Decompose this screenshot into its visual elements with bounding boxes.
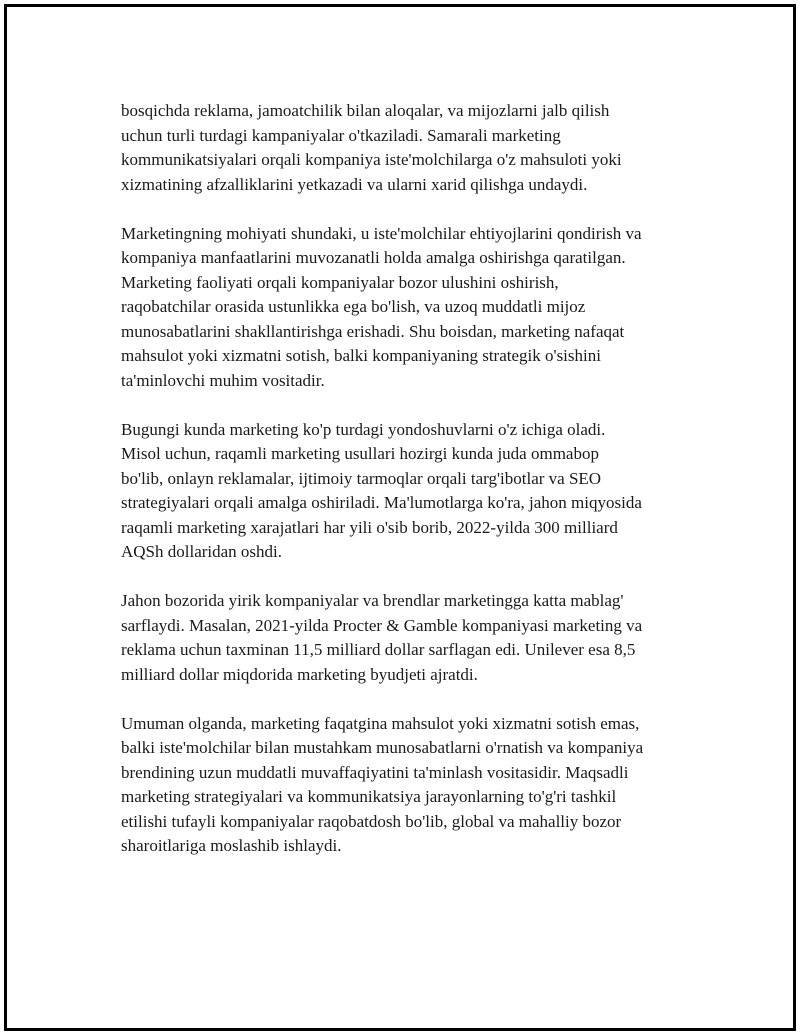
- page-frame: [4, 4, 796, 1031]
- paragraph-5: Umuman olganda, marketing faqatgina mahsulot yoki xizmatni sotish emas, balki iste'molchilar bilan mustahkam munosabatlarni o'rnatish va kompaniya brendining uzun muddatli muvaffaqiyatini ta'minlash vositasidir. Maqsadli marketing strategiyalari va kommunikatsiya jarayonlarning to'g'ri tashkil etilishi tufayli kompaniyalar raqobatdosh bo'lib, global va mahalliy bozor sharoitlariga moslashib ishlaydi.: [121, 713, 644, 855]
- paragraph-4: Jahon bozorida yirik kompaniyalar va brendlar marketingga katta mablag' sarflaydi. Masalan, 2021-yilda Procter & Gamble kompaniyasi marketing va reklama uchun taxminan 11,5 milliard dollar sarflagan edi. Unilever esa 8,5 milliard dollar miqdorida marketing byudjeti ajratdi.: [121, 591, 643, 684]
- paragraph-2: Marketingning mohiyati shundaki, u iste'molchilar ehtiyojlarini qondirish va kompaniya manfaatlarini muvozanatli holda amalga oshirishga qaratilgan. Marketing faoliyati orqali kompaniyalar bozor ulushini oshirish, raqobatchilar orasida ustunlikka ega bo'lish, va uzoq muddatli mijoz munosabatlarini shakllantirishga erishadi. Shu boisdan, marketing nafaqat mahsulot yoki xizmatni sotish, balki kompaniyaning strategik o'sishini ta'minlovchi muhim vositadir.: [121, 223, 642, 390]
- paragraph-1: bosqichda reklama, jamoatchilik bilan aloqalar, va mijozlarni jalb qilish uchun turli turdagi kampaniyalar o'tkaziladi. Samarali marketing kommunikatsiyalari orqali kompaniya iste'molchilarga o'z mahsuloti yoki xizmatining afzalliklarini yetkazadi va ularni xarid qilishga undaydi.: [121, 101, 622, 194]
- paragraph-3: Bugungi kunda marketing ko'p turdagi yondoshuvlarni o'z ichiga oladi. Misol uchun, raqamli marketing usullari hozirgi kunda juda ommabop bo'lib, onlayn reklamalar, ijtimoiy tarmoqlar orqali targ'ibotlar va SEO strategiyalari orqali amalga oshiriladi. Ma'lumotlarga ko'ra, jahon miqyosida raqamli marketing xarajatlari har yili o'sib borib, 2022-yilda 300 milliard AQSh dollaridan oshdi.: [121, 419, 642, 561]
- document-body: [121, 99, 711, 883]
